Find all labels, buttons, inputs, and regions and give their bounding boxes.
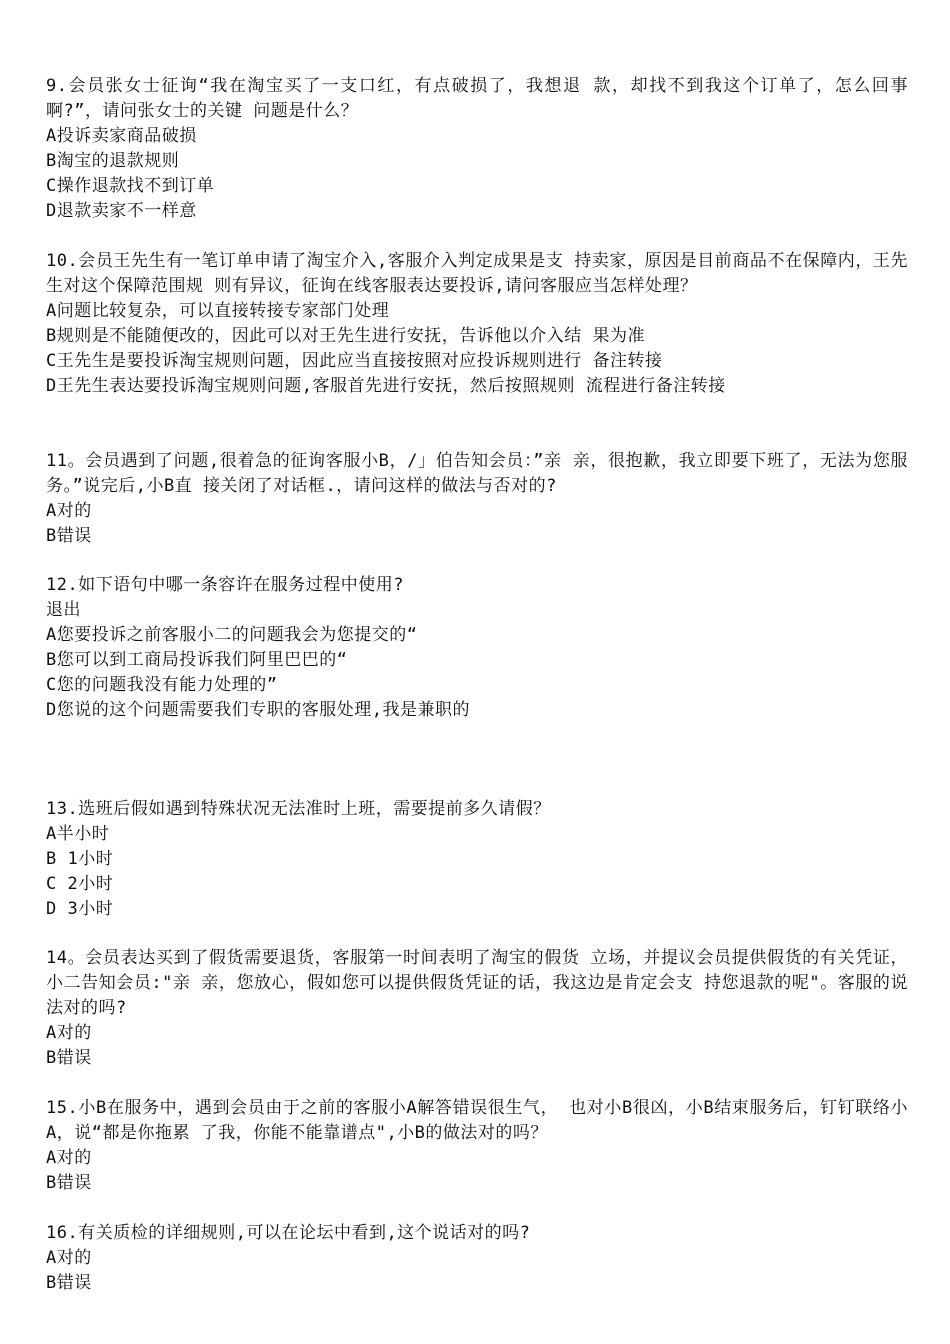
option-c: C您的问题我没有能力处理的”: [46, 675, 278, 695]
option-b: B规则是不能随便改的，因此可以对王先生进行安抚，告诉他以介入结 果为准: [46, 326, 645, 346]
option-a: A对的: [46, 501, 92, 521]
question-stem: 13.选班后假如遇到特殊状况无法准时上班，需要提前多久请假？: [46, 799, 551, 819]
option-b: B 1小时: [46, 849, 114, 869]
question-stem: 14。会员表达买到了假货需要退货，客服第一时间表明了淘宝的假货 立场，并提议会员提供假货的有关凭证，小二告知会员:"亲 亲，您放心，假如您可以提供假货凭证的话，我这边是肯定会支 持您退款的呢"。客服的说法对的吗?: [46, 948, 908, 1018]
question-stem: 16.有关质检的详细规则,可以在论坛中看到,这个说话对的吗?: [46, 1223, 531, 1243]
option-d: D王先生表达要投诉淘宝规则问题,客服首先进行安抚，然后按照规则 流程进行备注转接: [46, 376, 726, 396]
question-12: [46, 573, 908, 723]
question-stem: 10.会员王先生有一笔订单申请了淘宝介入,客服介入判定成果是支 持卖家，原因是目前商品不在保障内，王先生对这个保障范围规 则有异议，征询在线客服表达要投诉,请问客服应当怎样处理？: [46, 251, 908, 296]
question-10: [46, 249, 908, 399]
option-b: B错误: [46, 526, 92, 546]
question-11: [46, 449, 908, 549]
option-c: C操作退款找不到订单: [46, 176, 215, 196]
option-b: B错误: [46, 1173, 92, 1193]
option-a: A问题比较复杂，可以直接转接专家部门处理: [46, 301, 390, 321]
option-exit: 退出: [46, 600, 81, 620]
question-stem: 9.会员张女士征询“我在淘宝买了一支口红，有点破损了，我想退 款，却找不到我这个订单了，怎么回事啊?”，请问张女士的关键 问题是什么？: [46, 76, 908, 121]
option-a: A您要投诉之前客服小二的问题我会为您提交的“: [46, 625, 418, 645]
option-c: C 2小时: [46, 874, 114, 894]
option-a: A对的: [46, 1148, 92, 1168]
question-stem: 12.如下语句中哪一条容许在服务过程中使用?: [46, 575, 404, 595]
option-a: A对的: [46, 1248, 92, 1268]
question-14: [46, 946, 908, 1071]
question-9: [46, 74, 908, 224]
option-b: B您可以到工商局投诉我们阿里巴巴的“: [46, 650, 348, 670]
option-d: D退款卖家不一样意: [46, 201, 197, 221]
question-16: [46, 1221, 908, 1296]
option-a: A半小时: [46, 824, 110, 844]
question-15: [46, 1096, 908, 1196]
question-stem: 11。会员遇到了问题,很着急的征询客服小B，/」伯告知会员：”亲 亲，很抱歉，我立即要下班了，无法为您服务。”说完后,小B直 接关闭了对话框.，请问这样的做法与否对的?: [46, 451, 908, 496]
option-d: D 3小时: [46, 899, 114, 919]
option-b: B错误: [46, 1048, 92, 1068]
option-b: B淘宝的退款规则: [46, 151, 180, 171]
option-c: C王先生是要投诉淘宝规则问题，因此应当直接按照对应投诉规则进行 备注转接: [46, 351, 663, 371]
option-b: B错误: [46, 1273, 92, 1293]
question-stem: 15.小B在服务中，遇到会员由于之前的客服小A解答错误很生气， 也对小B很凶，小B结束服务后，钉钉联络小A，说“都是你拖累 了我，你能不能靠谱点",小B的做法对的吗？: [46, 1098, 908, 1143]
option-d: D您说的这个问题需要我们专职的客服处理,我是兼职的: [46, 700, 470, 720]
option-a: A投诉卖家商品破损: [46, 126, 197, 146]
option-a: A对的: [46, 1023, 92, 1043]
question-13: [46, 797, 908, 922]
